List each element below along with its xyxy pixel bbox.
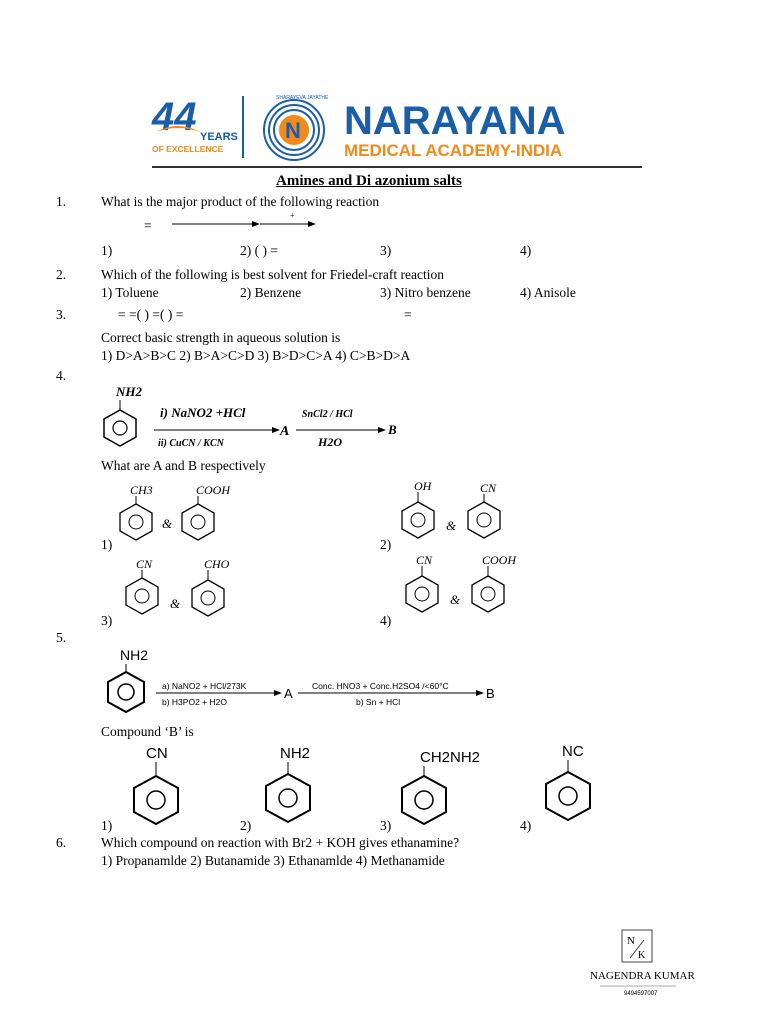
q4-option-2: 2): [380, 537, 392, 552]
svg-text:COOH: COOH: [482, 553, 517, 567]
q1-text: What is the major product of the following reaction: [101, 194, 380, 209]
q4-reagent-4: H2O: [318, 435, 342, 449]
q3-line2: =: [404, 307, 412, 322]
q5-reagent-1: a) NaNO2 + HCl/273K: [162, 681, 247, 691]
q4-reagent-3: SnCl2 / HCl: [302, 409, 353, 420]
narayana-emblem-icon: [264, 95, 329, 160]
q4-reagent-2: ii) CuCN / KCN: [158, 438, 224, 449]
svg-text:&: &: [170, 596, 181, 611]
q2-option-1: 1) Toluene: [101, 285, 159, 300]
q3-options: 1) D>A>B>C 2) B>A>C>D 3) B>D>C>A 4) C>B>D>A: [101, 348, 411, 363]
q4-option-3-structure: [104, 552, 244, 628]
benzene-ring-icon: [104, 410, 136, 446]
q4-option-1-structure: [96, 478, 236, 558]
q5-nh2-label: NH2: [120, 647, 149, 663]
q6-text: Which compound on reaction with Br2 + KOH gives ethanamine?: [101, 835, 460, 850]
q5-option-1: 1): [101, 818, 113, 833]
svg-text:COOH: COOH: [196, 483, 231, 497]
q2-option-3: 3) Nitro benzene: [380, 285, 471, 300]
q5-question: Compound ‘B’ is: [101, 724, 194, 739]
q4-option-4: 4): [380, 613, 392, 628]
svg-text:+: +: [290, 212, 295, 220]
signature-initial-n: N: [627, 935, 635, 947]
q5-option-1-structure: [120, 740, 200, 832]
brand-name: NARAYANA: [344, 99, 566, 143]
q4-option-2-structure: [376, 474, 516, 554]
svg-text:CN: CN: [480, 481, 497, 495]
q1-reaction-arrows: [170, 212, 320, 232]
q2-text: Which of the following is best solvent for Friedel-craft reaction: [101, 267, 445, 282]
q1-number: 1.: [56, 194, 67, 209]
svg-text:SHARAYEVA JAYATHE: SHARAYEVA JAYATHE: [276, 95, 329, 101]
q5-product-b: B: [486, 686, 495, 701]
years-number: 44: [152, 95, 197, 139]
q4-product-b: B: [388, 422, 397, 437]
svg-text:N: N: [285, 118, 301, 143]
page-title: Amines and Di azonium salts: [276, 173, 462, 189]
svg-text:&: &: [446, 518, 457, 533]
svg-text:NC: NC: [562, 743, 584, 760]
q5-reaction-scheme: [96, 642, 506, 718]
years-sub: OF EXCELLENCE: [152, 144, 224, 154]
signature-stamp: [590, 922, 714, 1002]
q6-options: 1) Propanamlde 2) Butanamide 3) Ethanamlde 4) Methanamide: [101, 853, 445, 868]
q5-option-4: 4): [520, 818, 532, 833]
q2-option-2: 2) Benzene: [240, 285, 302, 300]
q2-number: 2.: [56, 267, 67, 282]
q2-option-4: 4) Anisole: [520, 285, 576, 300]
q4-option-1: 1): [101, 537, 113, 552]
signature-phone: 9494597007: [624, 991, 658, 997]
q1-option-1: 1): [101, 243, 113, 258]
signature-initial-k: K: [638, 950, 646, 961]
q3-text: Correct basic strength in aqueous solution is: [101, 330, 341, 345]
svg-text:NH2: NH2: [280, 745, 311, 762]
q4-reaction-scheme: [96, 380, 416, 460]
svg-text:&: &: [162, 516, 173, 531]
q4-reagent-1: i) NaNO2 +HCl: [160, 405, 246, 420]
q5-option-4-structure: [536, 736, 616, 828]
narayana-logo: [148, 90, 642, 170]
signature-name: NAGENDRA KUMAR: [590, 970, 695, 982]
q5-product-a: A: [284, 686, 293, 701]
q3-number: 3.: [56, 307, 67, 322]
q5-number: 5.: [56, 630, 67, 645]
svg-text:CHO: CHO: [204, 557, 230, 571]
svg-text:CN: CN: [146, 745, 168, 762]
svg-text:&: &: [450, 592, 461, 607]
svg-text:CN: CN: [416, 553, 433, 567]
svg-text:CN: CN: [136, 557, 153, 571]
q4-option-3: 3): [101, 613, 113, 628]
q1-eq-sign: =: [144, 218, 152, 233]
q5-option-3: 3): [380, 818, 392, 833]
q5-reagent-2: b) H3PO2 + H2O: [162, 697, 227, 707]
q4-nh2-label: NH2: [116, 384, 142, 399]
q5-reagent-3: Conc. HNO3 + Conc.H2SO4 /<60°C: [312, 681, 449, 691]
q5-option-3-structure: [394, 740, 504, 832]
q6-number: 6.: [56, 835, 67, 850]
svg-text:CH2NH2: CH2NH2: [420, 749, 481, 766]
q1-option-4: 4): [520, 243, 532, 258]
q3-line1: = =( ) =( ) =: [118, 307, 184, 322]
q4-question: What are A and B respectively: [101, 458, 266, 473]
header-logo: [148, 90, 642, 170]
q1-option-3: 3): [380, 243, 392, 258]
q5-option-2: 2): [240, 818, 252, 833]
svg-text:OH: OH: [414, 479, 432, 493]
q5-option-2-structure: [256, 738, 346, 830]
q4-option-4-structure: [384, 548, 534, 624]
svg-text:CH3: CH3: [130, 483, 153, 497]
q4-number: 4.: [56, 368, 67, 383]
brand-sub: MEDICAL ACADEMY-INDIA: [344, 141, 563, 160]
q5-reagent-4: b) Sn + HCl: [356, 697, 401, 707]
years-word: YEARS: [200, 131, 238, 143]
q4-product-a: A: [280, 424, 290, 439]
q1-option-2: 2) ( ) =: [240, 243, 278, 258]
